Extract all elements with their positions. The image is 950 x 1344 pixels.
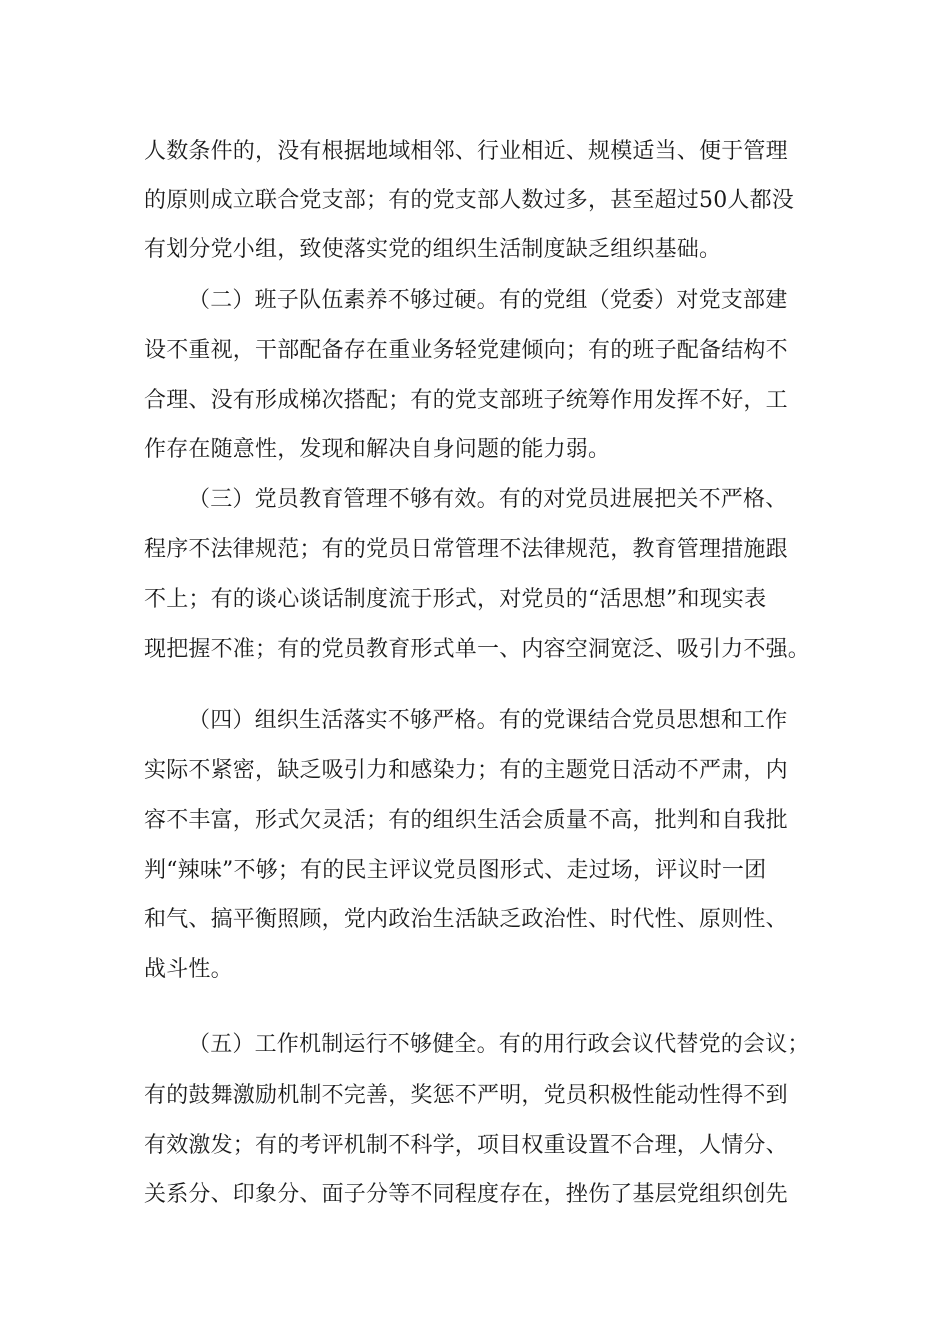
text-line: 和气、搞平衡照顾，党内政治生活缺乏政治性、时代性、原则性、	[144, 907, 788, 932]
text-line: 战斗性。	[144, 957, 233, 982]
text-line: 作存在随意性，发现和解决自身问题的能力弱。	[144, 437, 611, 462]
paragraph-heading-line: （二）班子队伍素养不够过硬。有的党组（党委）对党支部建	[188, 288, 788, 313]
text-line: 关系分、印象分、面子分等不同程度存在，挫伤了基层党组织创先	[144, 1182, 788, 1207]
text-line: 的原则成立联合党支部；有的党支部人数过多，甚至超过50人都没	[144, 188, 794, 213]
text-line: 实际不紧密，缺乏吸引力和感染力；有的主题党日活动不严肃，内	[144, 758, 788, 783]
text-line: 人数条件的，没有根据地域相邻、行业相近、规模适当、便于管理	[144, 139, 788, 164]
text-line: 合理、没有形成梯次搭配；有的党支部班子统筹作用发挥不好，工	[144, 388, 788, 413]
text-line: 设不重视，干部配备存在重业务轻党建倾向；有的班子配备结构不	[144, 338, 788, 363]
text-line: 现把握不准；有的党员教育形式单一、内容空洞宽泛、吸引力不强。	[144, 637, 811, 662]
text-line: 有划分党小组，致使落实党的组织生活制度缺乏组织基础。	[144, 237, 722, 262]
text-line: 不上；有的谈心谈话制度流于形式，对党员的“活思想”和现实表	[144, 587, 767, 612]
text-line: 判“辣味”不够；有的民主评议党员图形式、走过场，评议时一团	[144, 858, 767, 883]
text-line: 有的鼓舞激励机制不完善，奖惩不严明，党员积极性能动性得不到	[144, 1083, 788, 1108]
paragraph-heading-line: （三）党员教育管理不够有效。有的对党员进展把关不严格、	[188, 487, 788, 512]
paragraph-heading-line: （四）组织生活落实不够严格。有的党课结合党员思想和工作	[188, 708, 788, 733]
text-line: 有效激发；有的考评机制不科学，项目权重设置不合理，人情分、	[144, 1133, 788, 1158]
text-line: 容不丰富，形式欠灵活；有的组织生活会质量不高，批判和自我批	[144, 808, 788, 833]
text-line: 程序不法律规范；有的党员日常管理不法律规范，教育管理措施跟	[144, 537, 788, 562]
paragraph-heading-line: （五）工作机制运行不够健全。有的用行政会议代替党的会议；	[188, 1032, 810, 1057]
